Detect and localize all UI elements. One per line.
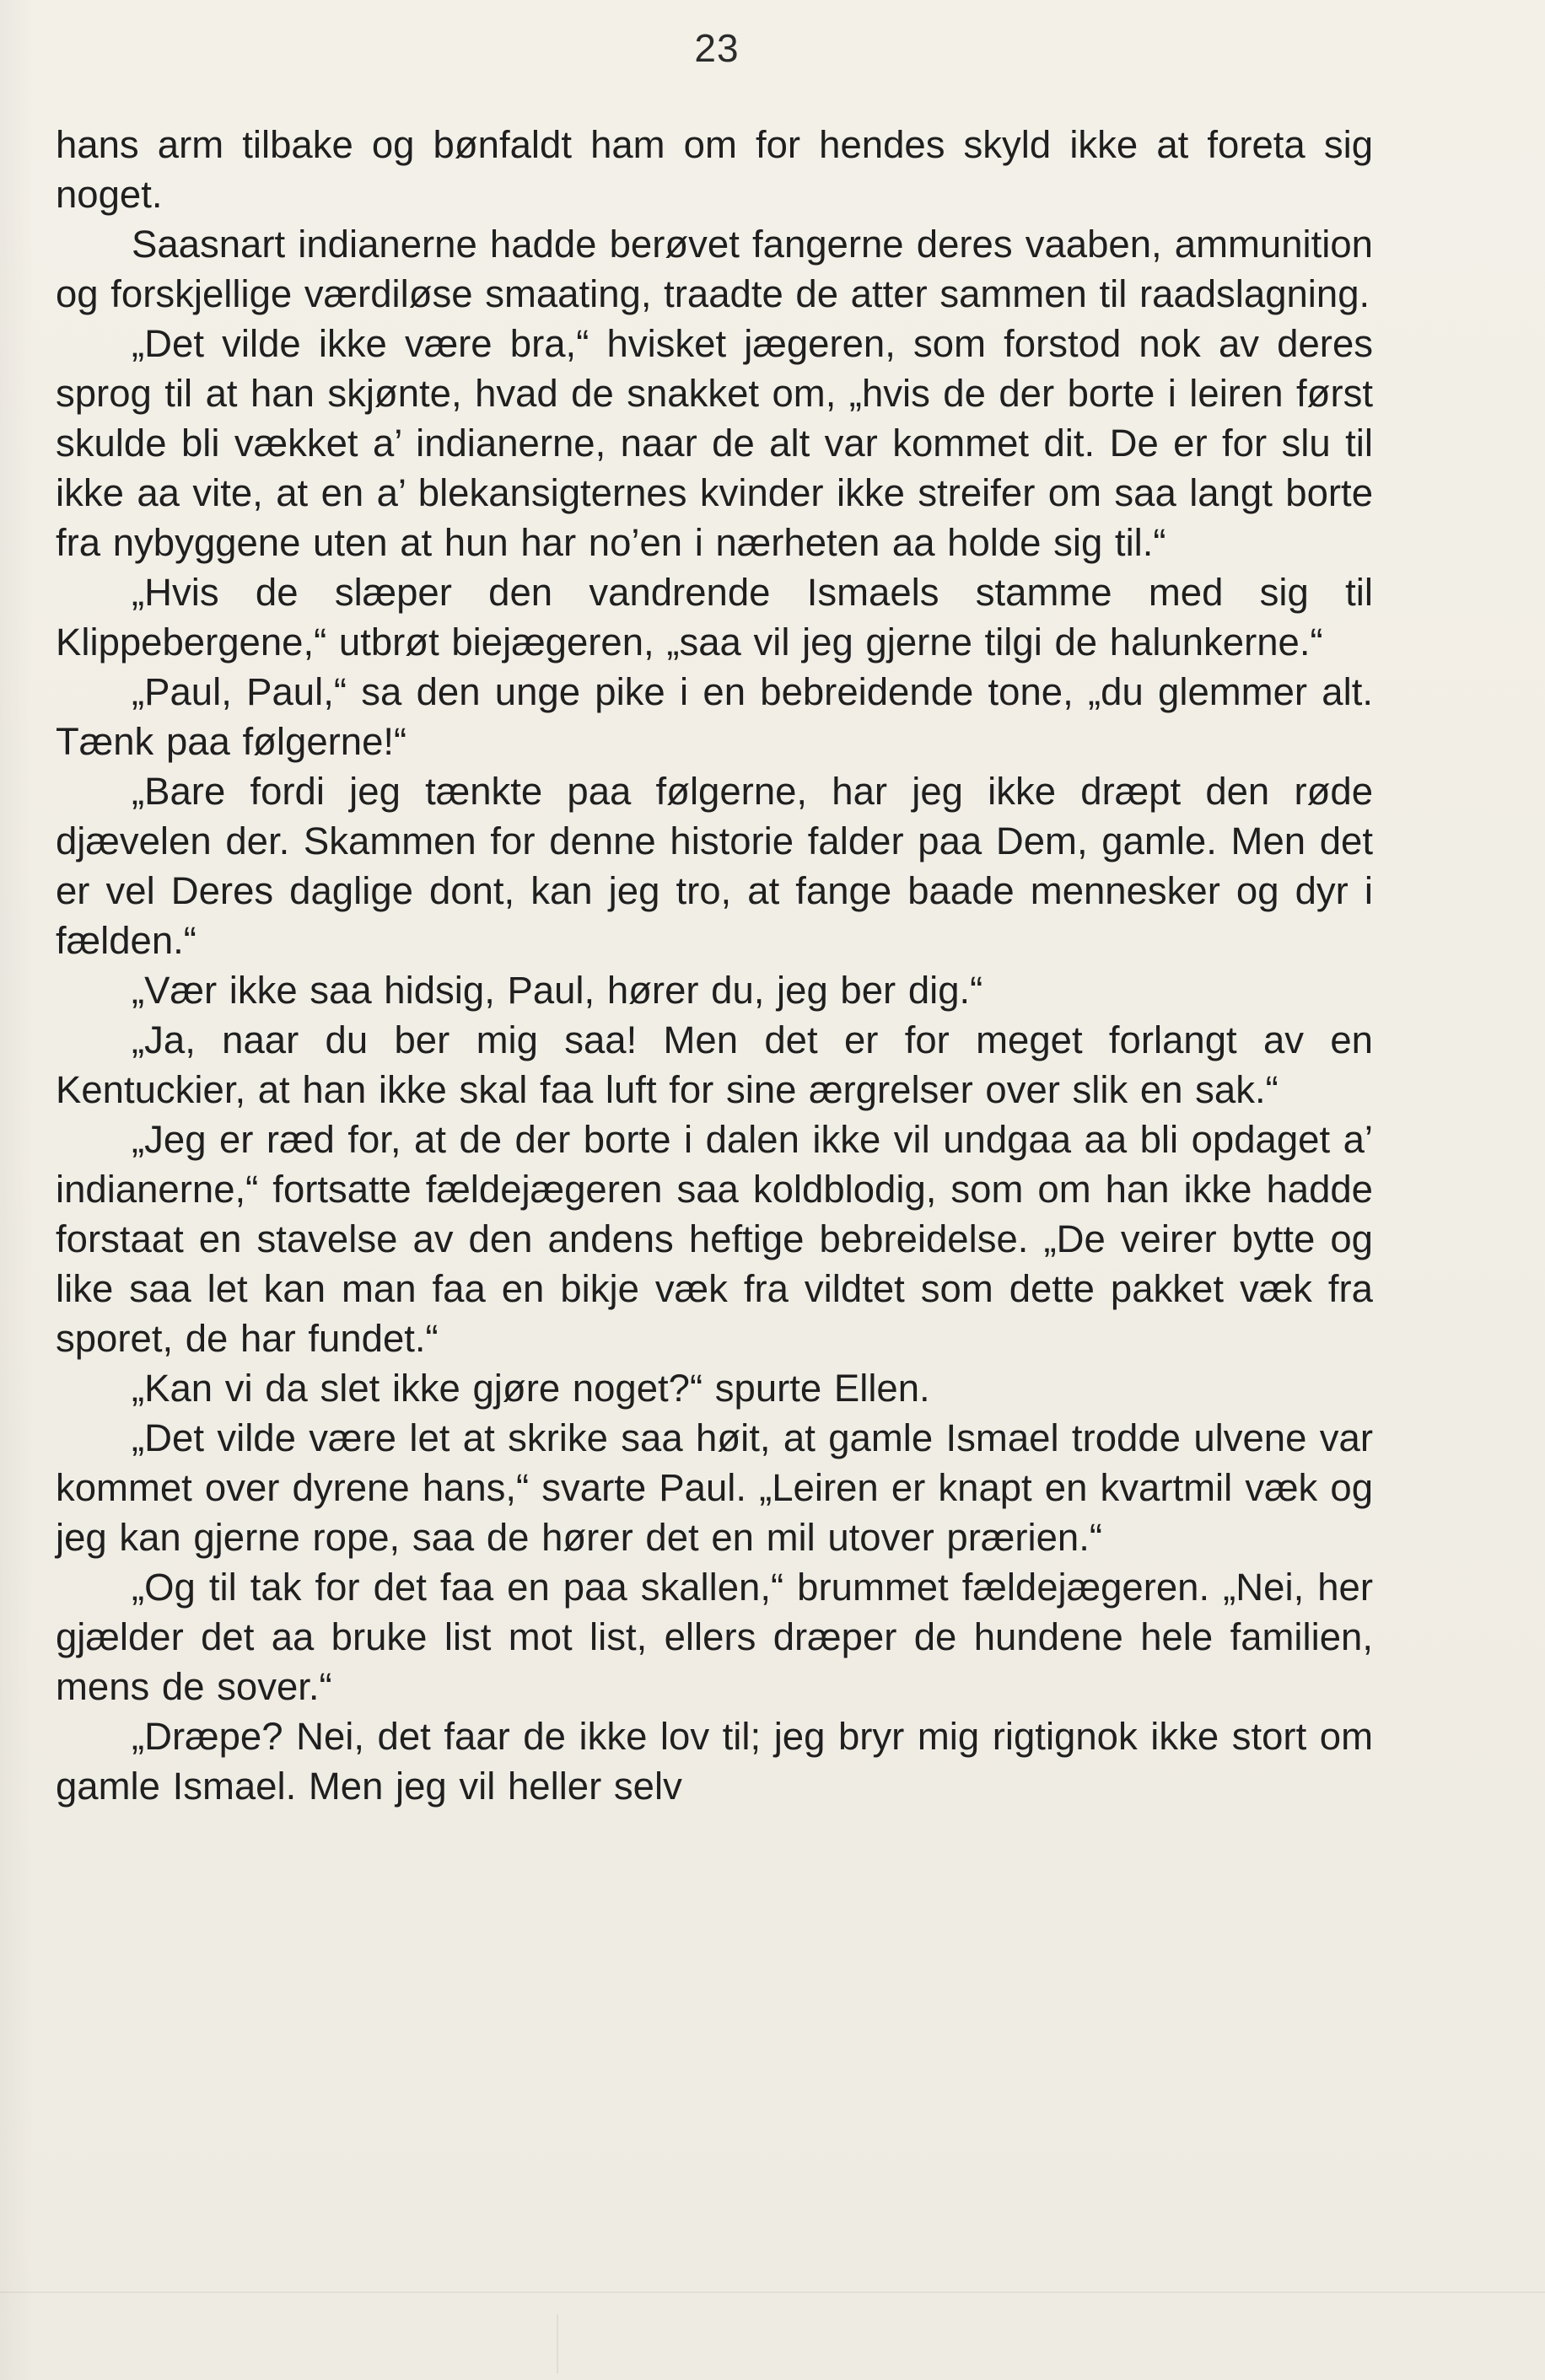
paragraph-2: Saasnart indianerne hadde berøvet fangerne deres vaaben, ammunition og forskjellige værdiløse smaating, traadte de atter sammen til raadslagning.	[56, 223, 1373, 315]
body-text	[56, 120, 1373, 1811]
paragraph-8: „Ja, naar du ber mig saa! Men det er for meget forlangt av en Kentuckier, at han ikke skal faa luft for sine ærgrelser over slik en sak.“	[56, 1018, 1373, 1111]
paragraph-10: „Kan vi da slet ikke gjøre noget?“ spurte Ellen.	[132, 1367, 930, 1410]
paper-mark	[557, 2314, 558, 2373]
paragraph-12: „Og til tak for det faa en paa skallen,“ brummet fældejægeren. „Nei, her gjælder det aa bruke list mot list, ellers dræper de hundene hele familien, mens de sover.“	[56, 1566, 1373, 1708]
paragraph-11: „Det vilde være let at skrike saa høit, at gamle Ismael trodde ulvene var kommet over dyrene hans,“ svarte Paul. „Leiren er knapt en kvartmil væk og jeg kan gjerne rope, saa de hører det en mil utover prærien.“	[56, 1416, 1373, 1559]
paragraph-1: hans arm tilbake og bønfaldt ham om for hendes skyld ikke at foreta sig noget.	[56, 123, 1373, 216]
paragraph-13: „Dræpe? Nei, det faar de ikke lov til; jeg bryr mig rigtignok ikke stort om gamle Ismael. Men jeg vil heller selv	[56, 1715, 1373, 1808]
page-crease	[0, 2291, 1545, 2293]
page-number: 23	[694, 26, 740, 70]
paragraph-5: „Paul, Paul,“ sa den unge pike i en bebreidende tone, „du glemmer alt. Tænk paa følgerne!“	[56, 670, 1373, 763]
paragraph-4: „Hvis de slæper den vandrende Ismaels stamme med sig til Klippebergene,“ utbrøt biejægeren, „saa vil jeg gjerne tilgi de halunkerne.“	[56, 571, 1373, 663]
paragraph-3: „Det vilde ikke være bra,“ hvisket jægeren, som forstod nok av deres sprog til at han skjønte, hvad de snakket om, „hvis de der borte i leiren først skulde bli vækket a’ indianerne, naar de alt var kommet dit. De er for slu til ikke aa vite, at en a’ blekansigternes kvinder ikke streifer om saa langt borte fra nybyggene uten at hun har no’en i nærheten aa holde sig til.“	[56, 322, 1373, 564]
paragraph-6: „Bare fordi jeg tænkte paa følgerne, har jeg ikke dræpt den røde djævelen der. Skammen for denne historie falder paa Dem, gamle. Men det er vel Deres daglige dont, kan jeg tro, at fange baade mennesker og dyr i fælden.“	[56, 770, 1373, 962]
paragraph-9: „Jeg er ræd for, at de der borte i dalen ikke vil undgaa aa bli opdaget a’ indianerne,“ fortsatte fældejægeren saa koldblodig, som om han ikke hadde forstaat en stavelse av den andens heftige bebreidelse. „De veirer bytte og like saa let kan man faa en bikje væk fra vildtet som dette pakket væk fra sporet, de har fundet.“	[56, 1118, 1373, 1360]
paragraph-7: „Vær ikke saa hidsig, Paul, hører du, jeg ber dig.“	[132, 969, 983, 1012]
